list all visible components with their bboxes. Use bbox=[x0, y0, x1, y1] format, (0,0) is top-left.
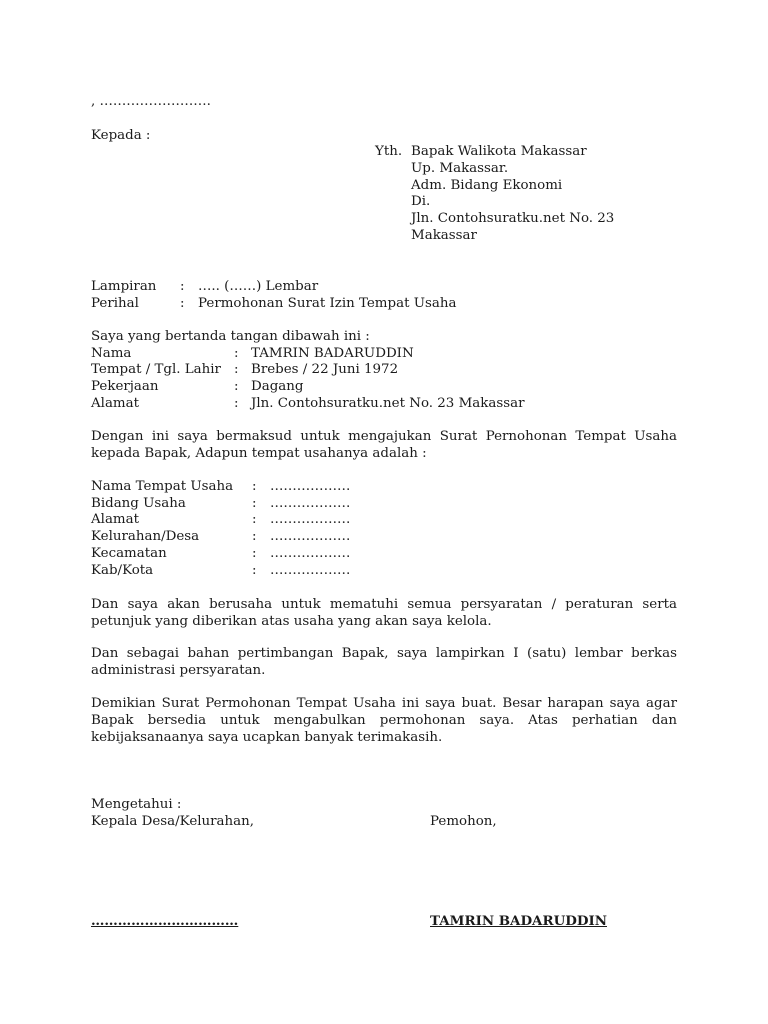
lampiran-value: ….. (……) Lembar bbox=[198, 279, 319, 294]
mengetahui-label: Mengetahui : bbox=[91, 797, 182, 812]
recipient-line: Jln. Contohsuratku.net No. 23 bbox=[411, 211, 615, 226]
field-value: Jln. Contohsuratku.net No. 23 Makassar bbox=[251, 396, 525, 411]
recipient-line: Makassar bbox=[411, 228, 477, 243]
field-value: TAMRIN BADARUDDIN bbox=[251, 346, 414, 361]
colon: : bbox=[180, 296, 185, 311]
field-value: ……………… bbox=[270, 563, 351, 578]
colon: : bbox=[234, 379, 239, 394]
recipient-line: Di. bbox=[411, 194, 431, 209]
field-label: Kab/Kota bbox=[91, 563, 154, 578]
field-value: ……………… bbox=[270, 512, 351, 527]
field-value: ……………… bbox=[270, 479, 351, 494]
field-label: Kelurahan/Desa bbox=[91, 529, 200, 544]
field-label: Pekerjaan bbox=[91, 379, 159, 394]
lampiran-label: Lampiran bbox=[91, 279, 157, 294]
pemohon-signature: TAMRIN BADARUDDIN bbox=[430, 913, 607, 929]
yth-label: Yth. bbox=[375, 144, 403, 159]
field-label: Alamat bbox=[91, 512, 139, 527]
place-date: , ……………………. bbox=[91, 94, 211, 109]
colon: : bbox=[252, 512, 257, 527]
field-value: Brebes / 22 Juni 1972 bbox=[251, 362, 399, 377]
applicant-row bbox=[0, 362, 768, 378]
intro-text: Saya yang bertanda tangan dibawah ini : bbox=[91, 329, 370, 344]
business-row bbox=[0, 546, 768, 562]
colon: : bbox=[234, 396, 239, 411]
lampiran-row bbox=[0, 279, 768, 295]
applicant-row bbox=[0, 396, 768, 412]
paragraph-request: Dengan ini saya bermaksud untuk mengajukan Surat Pernohonan Tempat Usaha kepada Bapak, Adapun tempat usahanya adalah : bbox=[91, 429, 677, 461]
business-row bbox=[0, 496, 768, 512]
pemohon-label: Pemohon, bbox=[430, 814, 497, 829]
recipient-line: Bapak Walikota Makassar bbox=[411, 144, 587, 159]
field-value: ……………… bbox=[270, 546, 351, 561]
field-value: ……………… bbox=[270, 529, 351, 544]
colon: : bbox=[252, 563, 257, 578]
field-label: Tempat / Tgl. Lahir bbox=[91, 362, 221, 377]
paragraph-closing: Demikian Surat Permohonan Tempat Usaha ini saya buat. Besar harapan saya agar Bapak bersedia untuk mengabulkan permohonan saya. Atas perhatian dan kebijaksanaanya saya ucapkan banyak terimakasih. bbox=[91, 696, 677, 745]
field-label: Kecamatan bbox=[91, 546, 167, 561]
field-value: Dagang bbox=[251, 379, 304, 394]
colon: : bbox=[252, 479, 257, 494]
field-value: ……………… bbox=[270, 496, 351, 511]
business-row bbox=[0, 479, 768, 495]
business-row bbox=[0, 529, 768, 545]
colon: : bbox=[252, 529, 257, 544]
colon: : bbox=[234, 362, 239, 377]
field-label: Nama bbox=[91, 346, 132, 361]
perihal-label: Perihal bbox=[91, 296, 139, 311]
colon: : bbox=[252, 496, 257, 511]
kepala-desa-signature: …………………………… bbox=[91, 913, 239, 929]
colon: : bbox=[252, 546, 257, 561]
kepada-label: Kepada : bbox=[91, 128, 151, 143]
field-label: Bidang Usaha bbox=[91, 496, 186, 511]
recipient-line: Up. Makassar. bbox=[411, 161, 509, 176]
recipient-line: Adm. Bidang Ekonomi bbox=[411, 178, 563, 193]
applicant-row bbox=[0, 379, 768, 395]
business-row bbox=[0, 512, 768, 528]
colon: : bbox=[180, 279, 185, 294]
field-label: Nama Tempat Usaha bbox=[91, 479, 234, 494]
paragraph-attachment: Dan sebagai bahan pertimbangan Bapak, saya lampirkan I (satu) lembar berkas administrasi persyaratan. bbox=[91, 646, 677, 678]
applicant-row bbox=[0, 346, 768, 362]
perihal-value: Permohonan Surat Izin Tempat Usaha bbox=[198, 296, 457, 311]
kepala-desa-label: Kepala Desa/Kelurahan, bbox=[91, 814, 255, 829]
business-row bbox=[0, 563, 768, 579]
perihal-row bbox=[0, 296, 768, 312]
field-label: Alamat bbox=[91, 396, 139, 411]
paragraph-compliance: Dan saya akan berusaha untuk mematuhi semua persyaratan / peraturan serta petunjuk yang diberikan atas usaha yang akan saya kelola. bbox=[91, 597, 677, 629]
colon: : bbox=[234, 346, 239, 361]
